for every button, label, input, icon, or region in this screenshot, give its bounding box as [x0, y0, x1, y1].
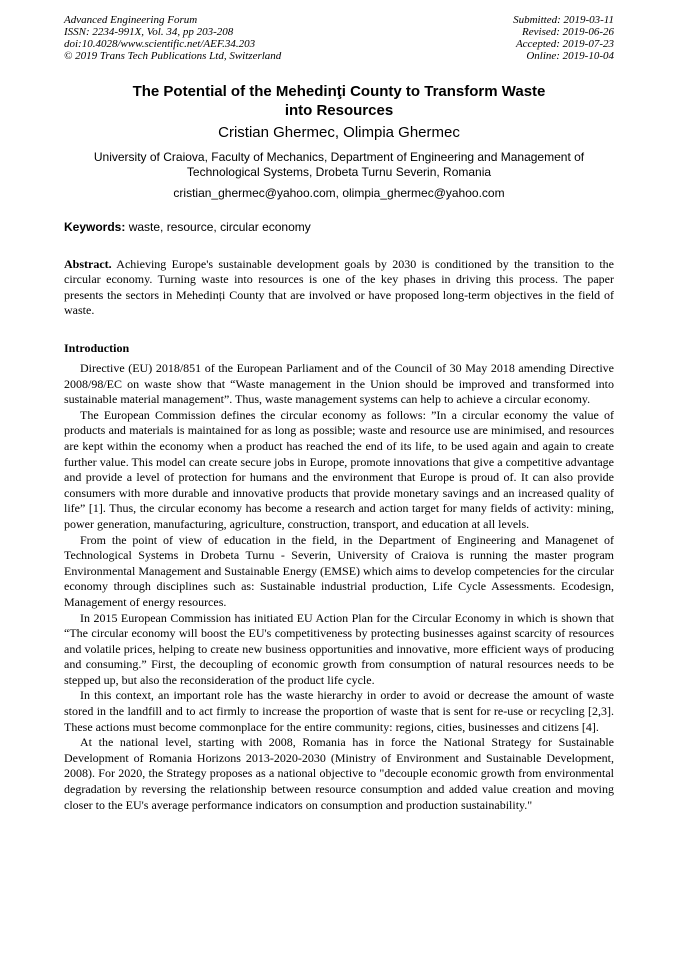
paragraph: Directive (EU) 2018/851 of the European Parliament and of the Council of 30 May 2018 amending Directive 2008/98/EC on waste show that “Waste management in the Union should be improved and transformed into sustainable material management”. Thus, waste management systems can help to achieve a circular economy. [64, 361, 614, 407]
paragraph: From the point of view of education in the field, in the Department of Engineering and Managenet of Technological Systems in Drobeta Turnu - Severin, University of Craiova is running the master program Environmental Management and Sustainable Energy (EMSE) which aims to develop competencies for the circular economy through disciplines such as: Sustainable industrial production, Life Cycle Assessments. Ecodesign, Management of energy resources. [64, 532, 614, 609]
header-row [64, 50, 614, 62]
paragraph: At the national level, starting with 2008, Romania has in force the National Strategy for Sustainable Development of Romania Horizons 2013-2020-2030 (Ministry of Environment and Sustainable Development, 2008). For 2020, the Strategy proposes as a national objective to "decouple economic growth from environmental degradation by reversing the relationship between resource consumption and added value creation and moving closer to the EU's average performance indicators on consumption and production sustainability." [64, 735, 614, 812]
title-line: into Resources [284, 102, 394, 119]
introduction-body [64, 361, 614, 813]
doi-info: doi:10.4028/www.scientific.net/AEF.34.203 [64, 38, 256, 50]
online-date: Online: 2019-10-04 [526, 50, 614, 62]
header-row [64, 26, 614, 38]
abstract [64, 257, 614, 319]
copyright-info: © 2019 Trans Tech Publications Ltd, Switzerland [64, 50, 282, 62]
journal-name: Advanced Engineering Forum [64, 14, 198, 26]
revised-date: Revised: 2019-06-26 [522, 26, 614, 38]
affiliation [64, 150, 614, 180]
abstract-label: Abstract. [64, 257, 112, 271]
header-row [64, 38, 614, 50]
paragraph: In this context, an important role has the waste hierarchy in order to avoid or decrease the amount of waste stored in the landfill and to act firmly to increase the proportion of waste that is sent for re-use or recycling [2,3]. These actions must become commonplace for the entire community: regions, cities, businesses and citizens [4]. [64, 688, 614, 734]
authors: Cristian Ghermec, Olimpia Ghermec [218, 124, 460, 141]
issn-info: ISSN: 2234-991X, Vol. 34, pp 203-208 [64, 26, 234, 38]
paragraph: The European Commission defines the circular economy as follows: ”In a circular economy the value of products and materials is maintained for as long as possible; waste and resource use are minimised, and resources are kept within the economy when a product has reached the end of its life, to be used again and again to create further value. This model can create secure jobs in Europe, promote innovations that give a competitive advantage and provide a level of protection for humans and the environment that Europe is proud of. It can also provide consumers with more durable and innovative products that provide monetary savings and an increased quality of life” [1]. Thus, the circular economy has become a research and action target for many fields of activity: mining, power generation, manufacturing, agriculture, construction, transport, and education at all levels. [64, 407, 614, 531]
paper-title [0, 82, 678, 120]
affiliation-line: University of Craiova, Faculty of Mechanics, Department of Engineering and Management of [93, 150, 585, 164]
accepted-date: Accepted: 2019-07-23 [515, 38, 614, 50]
keywords [64, 220, 614, 235]
author-emails: cristian_ghermec@yahoo.com, olimpia_ghermec@yahoo.com [173, 186, 505, 200]
section-heading-introduction: Introduction [64, 341, 130, 355]
keywords-label: Keywords: [64, 220, 126, 234]
keywords-text: waste, resource, circular economy [125, 220, 311, 234]
paragraph: In 2015 European Commission has initiated EU Action Plan for the Circular Economy in which is shown that “The circular economy will boost the EU's competitiveness by protecting businesses against scarcity of resources and volatile prices, helping to create new business opportunities and innovative, more efficient ways of producing and consuming.” First, the decoupling of economic growth from consumption of natural resources needs to be stepped up, but also the reconsideration of the product life cycle. [64, 610, 614, 687]
affiliation-line: Technological Systems, Drobeta Turnu Severin, Romania [186, 165, 492, 179]
abstract-text: Achieving Europe's sustainable development goals by 2030 is conditioned by the transition to the circular economy. Turning waste into resources is one of the key phases in driving this process. The paper presents the sectors in Mehedinți County that are involved or have proposed long-term objectives in the field of waste. [64, 257, 614, 318]
title-line: The Potential of the Mehedinţi County to Transform Waste [132, 83, 546, 100]
header-row [64, 14, 614, 26]
submitted-date: Submitted: 2019-03-11 [513, 14, 614, 26]
journal-header [64, 14, 614, 62]
